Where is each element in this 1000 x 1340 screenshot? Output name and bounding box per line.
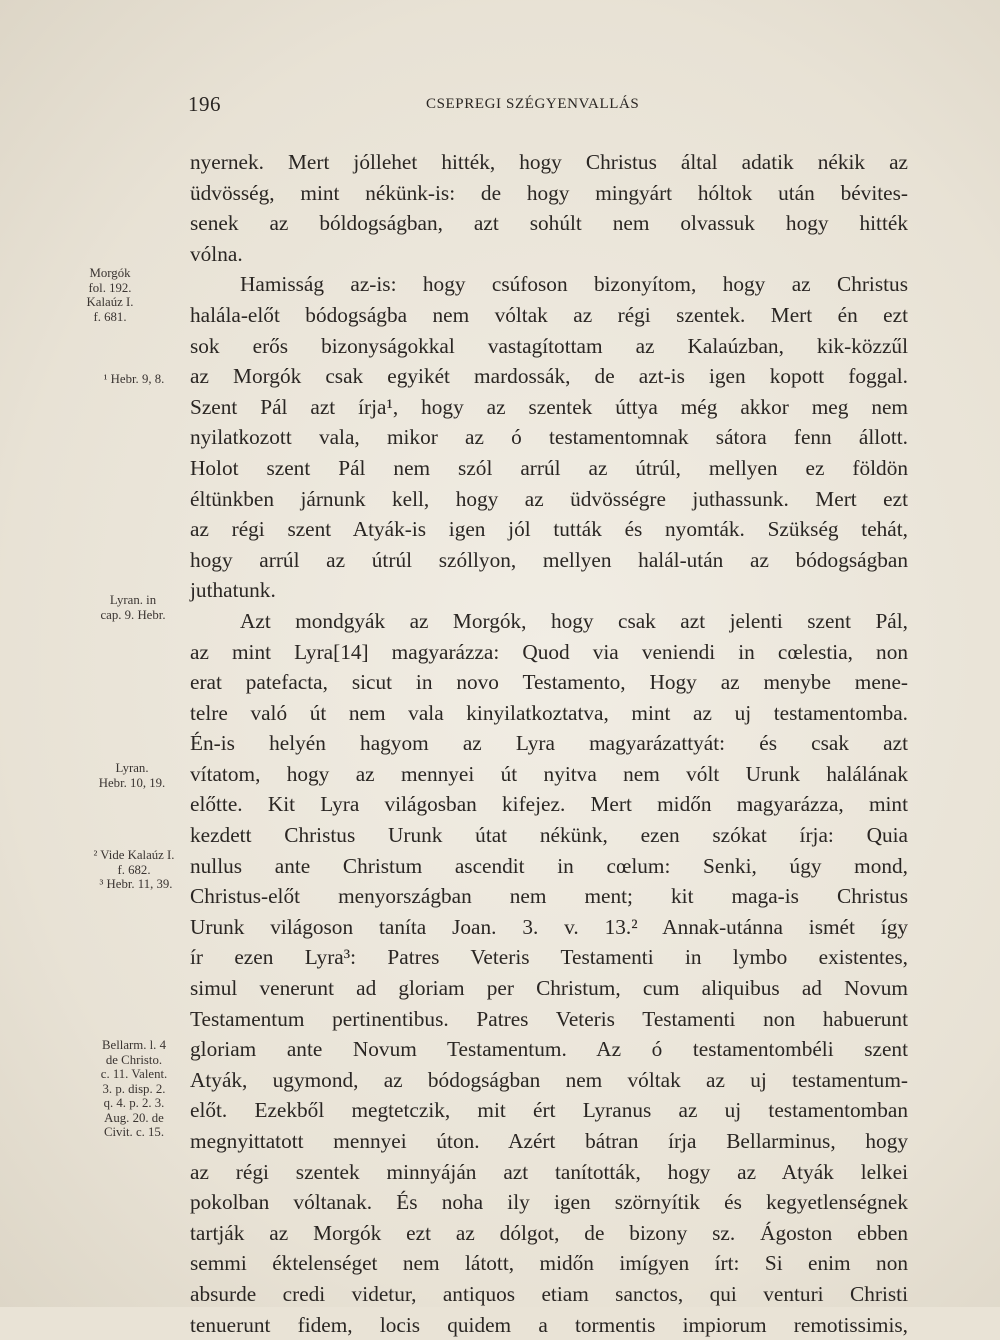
text-line: halála-előt bódogságba nem vóltak az régi szentek. Mert én ezt [190,302,908,327]
text-line: megnyittatott mennyei úton. Azért bátran írja Bellarminus, hogy [190,1129,908,1153]
margin-note-line: Kalaúz I. [86,295,134,309]
text-line: Testamentum pertinentibus. Patres Veteris Testamenti non habuerunt [190,1006,908,1031]
text-line: előtte. Kit Lyra világosban kifejez. Mert midőn magyarázza, mint [190,792,908,817]
margin-note-line: ² Vide Kalaúz I. [93,848,175,862]
margin-note-line: f. 682. [117,862,151,877]
margin-note [78,848,190,877]
text-line: üdvösség, mint nékünk-is: de hogy mingyárt hóltok után bévites- [190,180,908,205]
margin-note-line: Civit. c. 15. [103,1125,165,1139]
margin-note-line: ¹ Hebr. 9, 8. [103,372,165,386]
text-line: az régi szentek minnyáján azt tanították, hogy az Atyák lelkei [190,1159,908,1184]
margin-note-line: Hebr. 10, 19. [98,775,166,790]
text-line: vítatom, hogy az mennyei út nyitva nem vólt Urunk halálának [190,761,908,786]
margin-note [78,593,188,622]
text-line: sok erős bizonyságokkal vastagítottam az Kalaúzban, kik-közzűl [190,333,908,358]
text-line: telre való út nem vala kinyilatkoztatva, mint az uj testamentomba. [190,700,908,725]
text-line: semmi éktelenséget nem látott, midőn imígyen írt: Si enim non [190,1251,908,1276]
text-line: előt. Ezekből megtetczik, mit ért Lyranus az uj testamentomban [190,1098,908,1123]
page-header [188,92,900,122]
text-line: Hamisság az-is: hogy csúfoson bizonyítom, hogy az Christus [240,272,908,297]
margin-note [82,877,190,892]
margin-note-line: Lyran. [115,761,149,775]
text-line: nyilatkozott vala, mikor az ó testamentomnak sátora fenn állott. [190,425,908,450]
page-number: 196 [188,92,221,116]
text-line: Szent Pál azt írja¹, hogy az szentek úttya még akkor meg nem [190,394,908,419]
body-text [190,147,908,1340]
text-line: senek az bóldogságban, azt sohúlt nem olvassuk hogy hitték [190,211,908,236]
text-line: az Morgók csak egyikét mardossák, de azt-is igen kopott foggal. [190,364,908,389]
margin-note-line: fol. 192. [88,280,132,295]
text-line: Én-is helyén hagyom az Lyra magyarázattyát: és csak azt [190,731,908,756]
text-line: Urunk világoson taníta Joan. 3. v. 13.² Annak-utánna ismét így [190,914,908,939]
margin-note-line: f. 681. [93,309,127,324]
text-line: vólna. [190,241,243,266]
text-line: Holot szent Pál nem szól arrúl az útrúl, mellyen ez földön [190,455,908,480]
text-line: erat patefacta, sicut in novo Testamento, Hogy az menybe mene- [190,670,908,695]
text-line: tartják az Morgók ezt az dólgot, de bizony sz. Ágoston ebben [190,1220,908,1245]
text-line: Azt mondgyák az Morgók, hogy csak azt jelenti szent Pál, [240,608,908,633]
text-line: nyernek. Mert jóllehet hitték, hogy Christus által adatik nékik az [190,150,908,174]
text-line: hogy arrúl az útrúl szóllyon, mellyen halál-után az bódogságban [190,547,908,572]
text-line: Atyák, ugymond, az bódogságban nem vóltak az uj testamentum- [190,1067,908,1092]
text-line: Christus-előt menyországban nem ment; kit maga-is Christus [190,884,908,909]
margin-note-line: 3. p. disp. 2. [102,1081,166,1096]
text-line: pokolban vóltanak. És noha ily igen szörnyítik és kegyetlenségnek [190,1190,908,1215]
text-line: az mint Lyra[14] magyarázza: Quod via veniendi in cœlestia, non [190,639,908,664]
margin-note-line: Bellarm. l. 4 [102,1038,166,1052]
margin-note-line: ³ Hebr. 11, 39. [99,877,173,891]
margin-note-line: c. 11. Valent. [100,1067,168,1081]
text-line: kezdett Christus Urunk útat nékünk, ezen szókat írja: Quia [190,823,908,848]
text-line: az régi szent Atyák-is igen jól tutták és nyomták. Szükség tehát, [190,517,908,542]
text-line: juthatunk. [190,578,276,603]
margin-note-line: Aug. 20. de [104,1110,164,1125]
text-line: nullus ante Christum ascendit in cœlum: Senki, úgy mond, [190,853,908,878]
text-line: ír ezen Lyra³: Patres Veteris Testamenti in lymbo existentes, [190,945,908,970]
text-line: absurde credi videtur, antiquos etiam sanctos, qui venturi Christi [190,1281,908,1306]
margin-note-line: cap. 9. Hebr. [100,607,166,622]
margin-note-line: Morgók [89,266,131,280]
margin-notes [0,0,190,1307]
text-line: gloriam ante Novum Testamentum. Az ó testamentombéli szent [190,1037,908,1062]
margin-note-line: q. 4. p. 2. 3. [103,1096,165,1110]
text-line: tenuerunt fidem, locis quidem a tormentis impiorum remotissimis, [190,1312,908,1337]
margin-note-line: Lyran. in [109,593,157,607]
running-head: CSEPREGI SZÉGYENVALLÁS [426,96,640,112]
margin-note [84,372,184,387]
margin-note-line: de Christo. [105,1052,163,1067]
text-line: éltünkben járnunk kell, hogy az üdvösségre juthassunk. Mert ezt [190,486,908,511]
margin-note [50,266,170,324]
margin-note [82,761,182,790]
margin-note [78,1038,190,1140]
text-line: simul venerunt ad gloriam per Christum, cum aliquibus ad Novum [190,976,908,1001]
